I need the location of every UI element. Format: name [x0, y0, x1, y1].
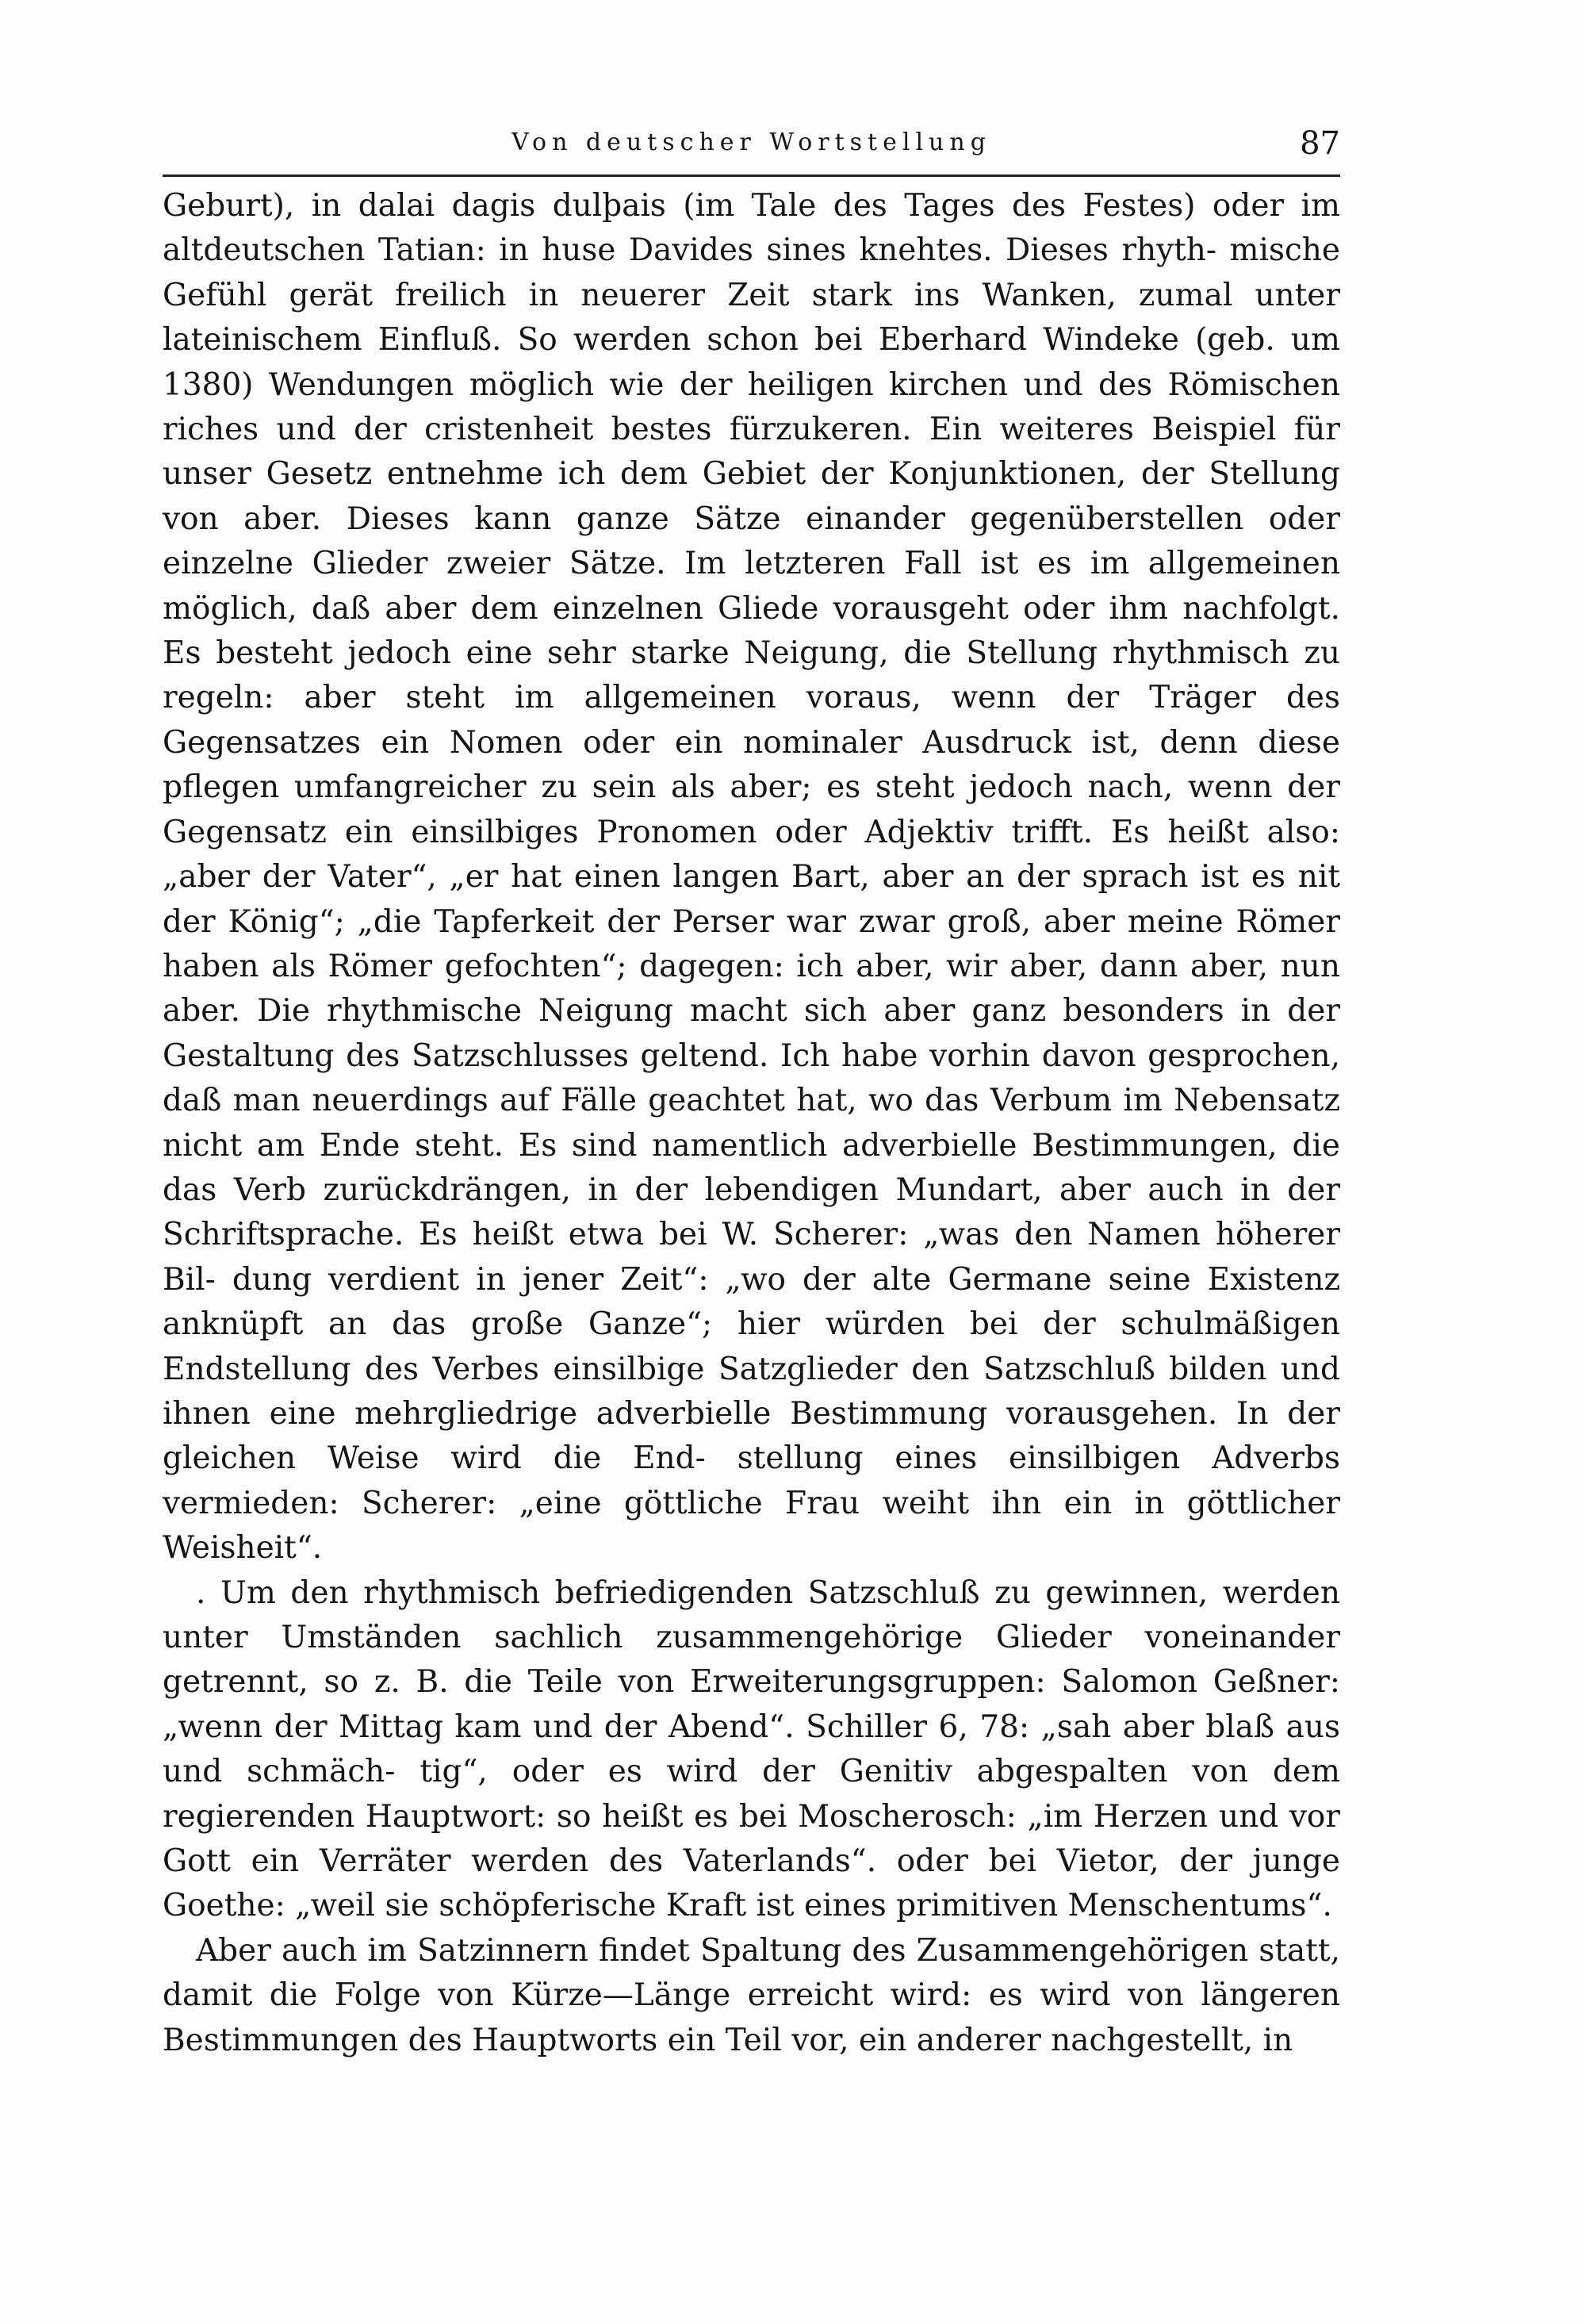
- page-header: [163, 125, 1340, 173]
- paragraph-2: . Um den rhythmisch befriedigenden Satzschluß zu gewinnen, werden unter Umständen sachlich zusammengehörige Glieder voneinander getrennt, so z. B. die Teile von Erweiterungsgruppen: Salomon Geßner: „wenn der Mittag kam und der Abend“. Schiller 6, 78: „sah aber blaß aus und schmäch- tig“, oder es wird der Genitiv abgespalten von dem regierenden Hauptwort: so heißt es bei Moscherosch: „im Herzen und vor Gott ein Verräter werden des Vaterlands“. oder bei Vietor, der junge Goethe: „weil sie schöpferische Kraft ist eines primitiven Menschentums“.: [163, 1574, 1340, 1924]
- paragraph-3: Aber auch im Satzinnern findet Spaltung des Zusammengehörigen statt, damit die Folge von Kürze—Länge erreicht wird: es wird von längeren Bestimmungen des Hauptworts ein Teil vor, ein anderer nachgestellt, in: [163, 1932, 1340, 2058]
- header-rule: [163, 174, 1340, 177]
- page-number: 87: [1300, 125, 1340, 162]
- body-text: [163, 184, 1340, 2063]
- paragraph-1: Geburt), in dalai dagis dulþais (im Tale des Tages des Festes) oder im altdeutschen Tatian: in huse Davides sines knehtes. Dieses rhyth- mische Gefühl gerät freilich in neuerer Zeit stark ins Wanken, zumal unter lateinischem Einfluß. So werden schon bei Eberhard Windeke (geb. um 1380) Wendungen möglich wie der heiligen kirchen und des Römischen riches und der cristenheit bestes fürzukeren. Ein weiteres Beispiel für unser Gesetz entnehme ich dem Gebiet der Konjunktionen, der Stellung von aber. Dieses kann ganze Sätze einander gegenüberstellen oder einzelne Glieder zweier Sätze. Im letzteren Fall ist es im allgemeinen möglich, daß aber dem einzelnen Gliede vorausgeht oder ihm nachfolgt. Es besteht jedoch eine sehr starke Neigung, die Stellung rhythmisch zu regeln: aber steht im allgemeinen voraus, wenn der Träger des Gegensatzes ein Nomen oder ein nominaler Ausdruck ist, denn diese pflegen umfangreicher zu sein als aber; es steht jedoch nach, wenn der Gegensatz ein einsilbiges Pronomen oder Adjektiv trifft. Es heißt also: „aber der Vater“, „er hat einen langen Bart, aber an der sprach ist es nit der König“; „die Tapferkeit der Perser war zwar groß, aber meine Römer haben als Römer gefochten“; dagegen: ich aber, wir aber, dann aber, nun aber. Die rhythmische Neigung macht sich aber ganz besonders in der Gestaltung des Satzschlusses geltend. Ich habe vorhin davon gesprochen, daß man neuerdings auf Fälle geachtet hat, wo das Verbum im Nebensatz nicht am Ende steht. Es sind namentlich adverbielle Bestimmungen, die das Verb zurückdrängen, in der lebendigen Mundart, aber auch in der Schriftsprache. Es heißt etwa bei W. Scherer: „was den Namen höherer Bil- dung verdient in jener Zeit“: „wo der alte Germane seine Existenz anknüpft an das große Ganze“; hier würden bei der schulmäßigen Endstellung des Verbes einsilbige Satzglieder den Satzschluß bilden und ihnen eine mehrgliedrige adverbielle Bestimmung vorausgehen. In der gleichen Weise wird die End- stellung eines einsilbigen Adverbs vermieden: Scherer: „eine göttliche Frau weiht ihn ein in göttlicher Weisheit“.: [163, 188, 1340, 1567]
- running-title: Von deutscher Wortstellung: [511, 128, 991, 156]
